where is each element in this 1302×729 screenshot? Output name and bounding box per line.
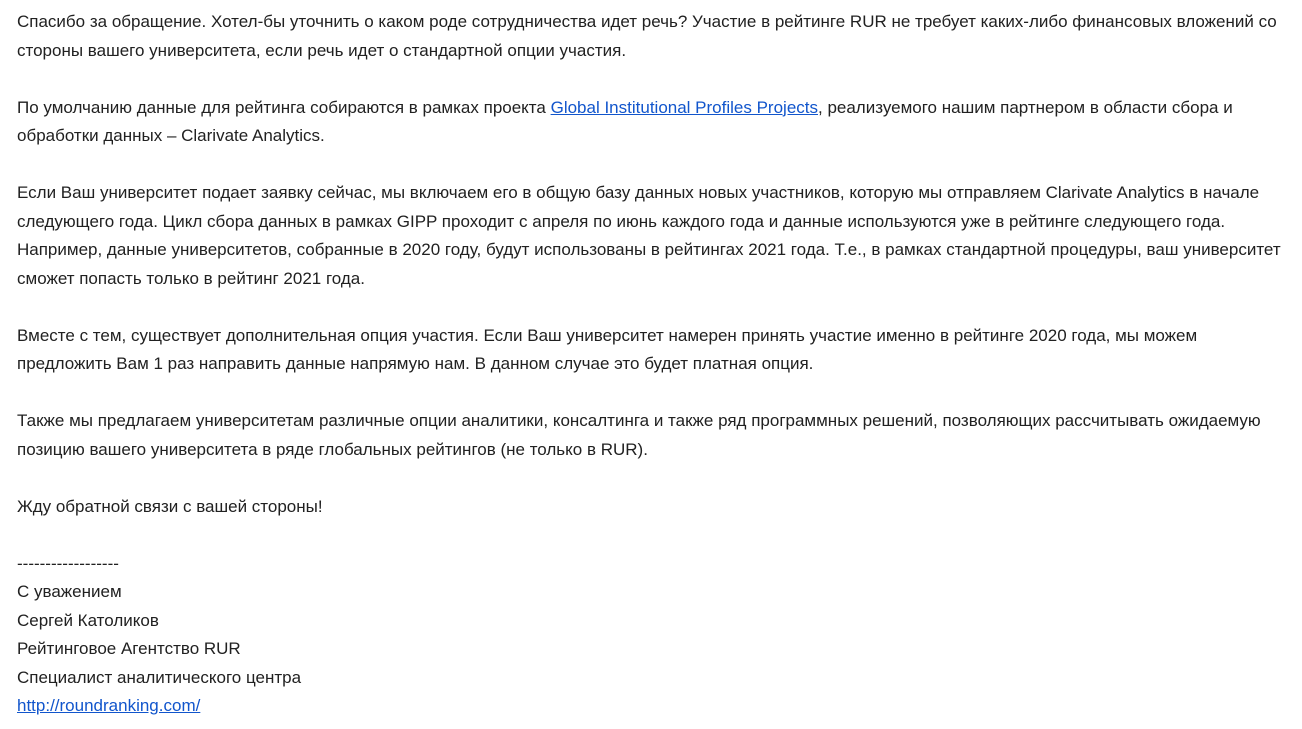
paragraph-awaiting-feedback: Жду обратной связи с вашей стороны! xyxy=(17,496,323,516)
paragraph-application-cycle: Если Ваш университет подает заявку сейчас, мы включаем его в общую базу данных новых участников, которую мы отправляем Clarivate Analytics в начале следующего года. Цикл сбора данных в рамках GIPP проходит с апреля по июнь каждого года и данные используются уже в рейтинге следующего года. Например, данные университетов, собранные в 2020 году, будут использованы в рейтингах 2021 года. Т.е., в рамках стандартной процедуры, ваш университет сможет попасть только в рейтинг 2021 года. xyxy=(17,183,1281,288)
paragraph-thanks: Спасибо за обращение. Хотел-бы уточнить о каком роде сотрудничества идет речь? Участие в рейтинге RUR не требует каких-либо финансовых вложений со стороны вашего университета, если речь идет о стандартной опции участия. xyxy=(17,12,1277,60)
paragraph-default-data-before-link: По умолчанию данные для рейтинга собираются в рамках проекта xyxy=(17,97,551,117)
signature-closing: С уважением xyxy=(17,582,122,601)
gipp-project-link[interactable]: Global Institutional Profiles Projects xyxy=(550,97,818,117)
paragraph-default-data-after-link: , реализуемого нашим партнером в области сбора и обработки данных – Clarivate Analytics. xyxy=(17,97,1233,145)
paragraph-additional-option: Вместе с тем, существует дополнительная опция участия. Если Ваш университет намерен принять участие именно в рейтинге 2020 года, мы можем предложить Вам 1 раз направить данные напрямую нам. В данном случае это будет платная опция. xyxy=(17,325,1198,373)
paragraph-default-data xyxy=(17,94,1288,151)
signature-title: Специалист аналитического центра xyxy=(17,667,302,687)
signature-organization: Рейтинговое Агентство RUR xyxy=(17,639,241,658)
paragraph-analytics-services: Также мы предлагаем университетам различные опции аналитики, консалтинга и также ряд программных решений, позволяющих рассчитывать ожидаемую позицию вашего университета в ряде глобальных рейтингов (не только в RUR). xyxy=(17,411,1261,459)
signature-divider: ------------------ xyxy=(17,553,119,573)
signature-block xyxy=(17,550,1288,721)
roundranking-website-link[interactable]: http://roundranking.com/ xyxy=(17,696,201,715)
signature-name: Сергей Католиков xyxy=(17,610,159,630)
